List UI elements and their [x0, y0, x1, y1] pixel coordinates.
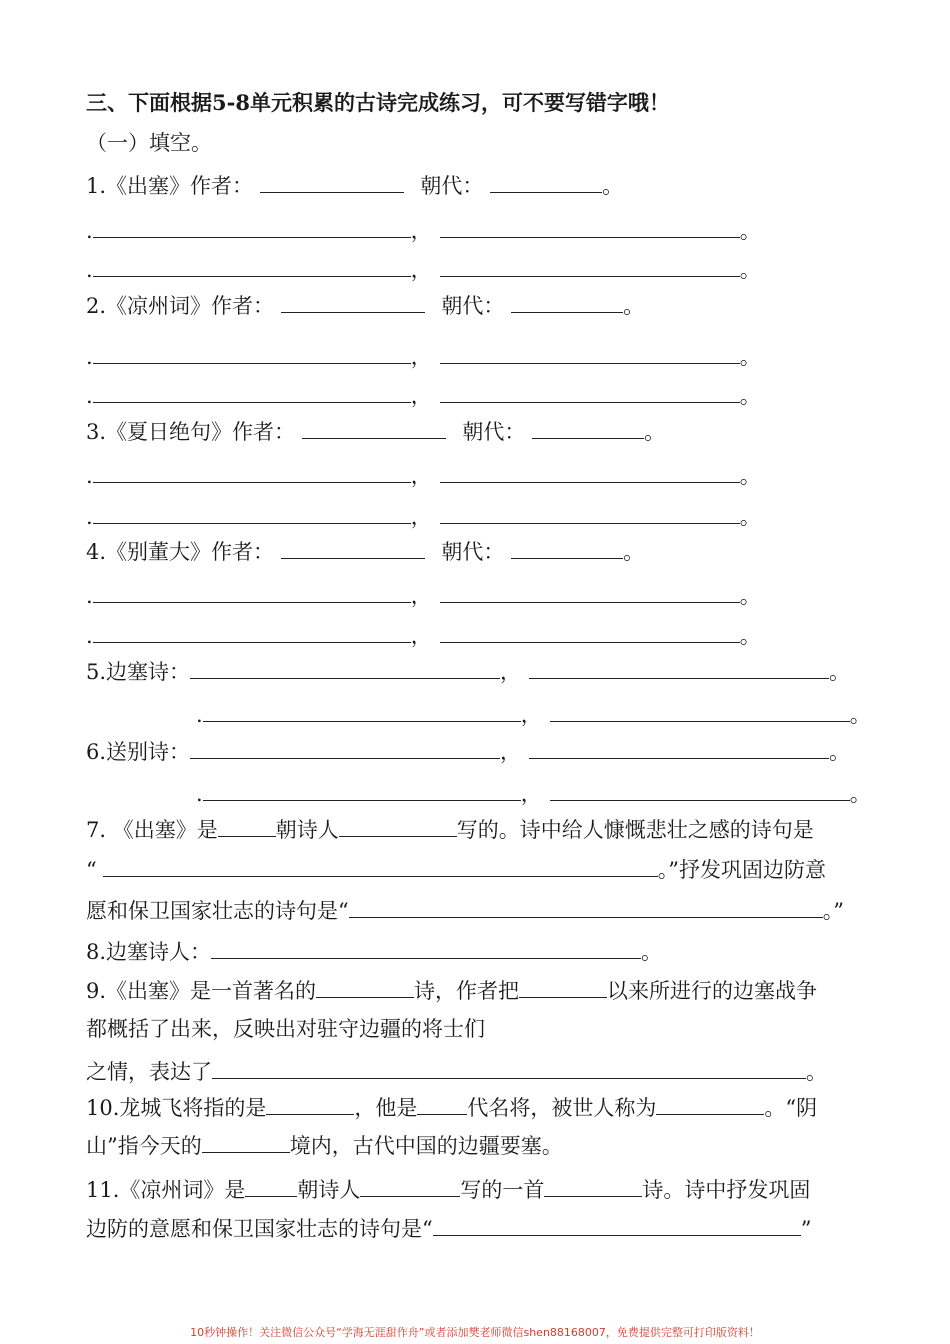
verse-blank[interactable] — [93, 341, 411, 364]
verse-blank[interactable] — [440, 580, 740, 603]
dynasty-blank[interactable] — [218, 814, 276, 837]
period: 。 — [739, 464, 761, 488]
poem-3-header — [86, 416, 665, 446]
q5-line-2 — [196, 699, 871, 729]
q9-line-1 — [86, 975, 817, 1005]
q10-text: 10.龙城飞将指的是 — [86, 1096, 267, 1120]
person-blank[interactable] — [266, 1092, 354, 1115]
q11-line-1 — [86, 1174, 810, 1204]
q8-text: 8.边塞诗人： — [86, 940, 212, 964]
poem-4-line-1 — [86, 580, 761, 610]
poem-title: 《凉州词》 — [106, 294, 212, 318]
author-label: 作者： — [232, 420, 296, 444]
q8-line — [86, 936, 662, 966]
verse-blank[interactable] — [93, 620, 411, 643]
poet-blank[interactable] — [360, 1174, 460, 1197]
poem-1-line-2 — [86, 254, 761, 284]
q7-text: 朝诗人 — [275, 818, 339, 842]
q5-label: 5.边塞诗： — [86, 660, 191, 684]
period: 。 — [829, 740, 851, 764]
q9-line-2 — [86, 1015, 485, 1043]
q8-text: 。 — [641, 940, 663, 964]
dot: . — [86, 464, 93, 488]
q9-text: 都概括了出来，反映出对驻守边疆的将士们 — [86, 1017, 485, 1041]
sub-title: （一）填空。 — [86, 131, 212, 155]
region-blank[interactable] — [202, 1130, 290, 1153]
q9-text: 之情，表达了 — [86, 1060, 212, 1084]
verse-blank[interactable] — [93, 580, 411, 603]
comma: ， — [410, 384, 432, 408]
genre-blank[interactable] — [316, 975, 414, 998]
q10-text: ，他是 — [354, 1096, 418, 1120]
period: 。 — [849, 782, 871, 806]
verse-blank[interactable] — [550, 778, 850, 801]
verse-blank[interactable] — [433, 1213, 801, 1236]
period: 。 — [739, 505, 761, 529]
verse-blank[interactable] — [93, 215, 411, 238]
verse-blank[interactable] — [550, 699, 850, 722]
verse-blank[interactable] — [440, 460, 740, 483]
comma: ， — [410, 505, 432, 529]
comma: ， — [500, 660, 522, 684]
dynasty-blank[interactable] — [417, 1092, 467, 1115]
dot: . — [86, 505, 93, 529]
q11-text: 11.《凉州词》是 — [86, 1178, 246, 1202]
period: 。 — [829, 660, 851, 684]
period: 。 — [739, 219, 761, 243]
author-label: 作者： — [190, 174, 254, 198]
q11-line-2 — [86, 1213, 811, 1243]
dynasty-blank[interactable] — [511, 536, 623, 559]
q10-text: 代名将，被世人称为 — [467, 1096, 657, 1120]
comma: ， — [410, 219, 432, 243]
poem-title: 《别董大》 — [106, 540, 212, 564]
poem-4-header — [86, 536, 644, 566]
verse-blank[interactable] — [529, 736, 829, 759]
q6-label: 6.送别诗： — [86, 740, 191, 764]
dynasty-label: 朝代： — [462, 420, 526, 444]
dynasty-label: 朝代： — [420, 174, 484, 198]
q9-text: 以来所进行的边塞战争 — [607, 979, 818, 1003]
q5-line-1 — [86, 656, 850, 686]
section-title: 三、下面根据5-8单元积累的古诗完成练习，可不要写错字哦！ — [86, 90, 670, 115]
q10-line-2 — [86, 1130, 563, 1160]
verse-blank[interactable] — [190, 656, 500, 679]
poem-2-header — [86, 290, 644, 320]
quote: “ — [86, 858, 97, 882]
verse-blank[interactable] — [203, 778, 521, 801]
title-blank[interactable] — [656, 1092, 764, 1115]
q11-text: 诗。诗中抒发巩固 — [642, 1178, 811, 1202]
poem-2-line-1 — [86, 341, 761, 371]
q7-text: 。”抒发巩固边防意 — [657, 858, 826, 882]
period: 。 — [739, 624, 761, 648]
author-blank[interactable] — [302, 416, 446, 439]
comma: ， — [520, 782, 542, 806]
q9-line-3 — [86, 1056, 827, 1086]
verse-blank[interactable] — [440, 215, 740, 238]
q11-text: ” — [800, 1217, 812, 1241]
poem-4-line-2 — [86, 620, 761, 650]
comma: ， — [520, 703, 542, 727]
verse-blank[interactable] — [440, 254, 740, 277]
era-blank[interactable] — [519, 975, 607, 998]
comma: ， — [410, 345, 432, 369]
dot: . — [86, 219, 93, 243]
q10-line-1 — [86, 1092, 817, 1122]
verse-blank[interactable] — [440, 380, 740, 403]
q11-text: 写的一首 — [460, 1178, 545, 1202]
verse-blank[interactable] — [93, 254, 411, 277]
dot: . — [86, 384, 93, 408]
q9-text: 9.《出塞》是一首著名的 — [86, 979, 317, 1003]
poet-blank[interactable] — [339, 814, 457, 837]
q10-text: 。“阴 — [764, 1096, 818, 1120]
period: 。 — [849, 703, 871, 727]
period: 。 — [739, 345, 761, 369]
poem-title: 《夏日绝句》 — [106, 420, 233, 444]
q7-line-1 — [86, 814, 814, 844]
verse-blank[interactable] — [93, 460, 411, 483]
verse-blank[interactable] — [349, 895, 823, 918]
period: 。 — [623, 294, 645, 318]
q7-text: 愿和保卫国家壮志的诗句是“ — [86, 899, 349, 923]
verse-blank[interactable] — [203, 699, 521, 722]
period: 。 — [623, 540, 645, 564]
dot: . — [196, 703, 203, 727]
q11-text: 边防的意愿和保卫国家壮志的诗句是“ — [86, 1217, 433, 1241]
poets-blank[interactable] — [211, 936, 641, 959]
poem-num: 4. — [86, 540, 107, 564]
genre-blank[interactable] — [544, 1174, 642, 1197]
verse-blank[interactable] — [440, 341, 740, 364]
verse-blank[interactable] — [440, 501, 740, 524]
q7-line-3 — [86, 895, 844, 925]
q6-line-2 — [196, 778, 871, 808]
q10-text: 境内，古代中国的边疆要塞。 — [289, 1134, 563, 1158]
dot: . — [196, 782, 203, 806]
verse-blank[interactable] — [93, 380, 411, 403]
author-label: 作者： — [211, 540, 275, 564]
verse-blank[interactable] — [190, 736, 500, 759]
q7-line-2 — [86, 854, 826, 884]
dynasty-blank[interactable] — [532, 416, 644, 439]
period: 。 — [739, 584, 761, 608]
author-blank[interactable] — [281, 290, 425, 313]
comma: ， — [410, 624, 432, 648]
author-blank[interactable] — [281, 536, 425, 559]
period: 。 — [739, 258, 761, 282]
comma: ， — [410, 258, 432, 282]
verse-blank[interactable] — [93, 501, 411, 524]
answer-blank[interactable] — [212, 1056, 806, 1079]
comma: ， — [410, 464, 432, 488]
comma: ， — [500, 740, 522, 764]
poem-title: 《出塞》 — [106, 174, 191, 198]
q7-num: 7. — [86, 818, 107, 842]
dynasty-blank[interactable] — [490, 170, 602, 193]
q7-text: 《出塞》是 — [112, 818, 218, 842]
period: 。 — [644, 420, 666, 444]
dot: . — [86, 624, 93, 648]
footer-notice: 10秒钟操作！关注微信公众号“学海无涯甜作舟”或者添加樊老师微信shen88168007，免费提供完整可打印版资料！ — [190, 1326, 760, 1339]
dynasty-blank[interactable] — [511, 290, 623, 313]
dynasty-label: 朝代： — [441, 540, 505, 564]
dynasty-blank[interactable] — [245, 1174, 297, 1197]
poem-num: 3. — [86, 420, 107, 444]
poem-num: 1. — [86, 174, 107, 198]
q7-text: 写的。诗中给人慷慨悲壮之感的诗句是 — [456, 818, 814, 842]
dot: . — [86, 345, 93, 369]
comma: ， — [410, 584, 432, 608]
q9-text: 诗，作者把 — [414, 979, 520, 1003]
q6-line-1 — [86, 736, 850, 766]
dynasty-label: 朝代： — [441, 294, 505, 318]
dot: . — [86, 258, 93, 282]
poem-num: 2. — [86, 294, 107, 318]
verse-blank[interactable] — [440, 620, 740, 643]
verse-blank[interactable] — [529, 656, 829, 679]
poem-2-line-2 — [86, 380, 761, 410]
q11-text: 朝诗人 — [297, 1178, 361, 1202]
period: 。 — [739, 384, 761, 408]
dot: . — [86, 584, 93, 608]
q10-text: 山”指今天的 — [86, 1134, 202, 1158]
verse-blank[interactable] — [103, 854, 658, 877]
poem-3-line-1 — [86, 460, 761, 490]
period: 。 — [602, 174, 624, 198]
author-blank[interactable] — [260, 170, 404, 193]
author-label: 作者： — [211, 294, 275, 318]
poem-1-line-1 — [86, 215, 761, 245]
poem-3-line-2 — [86, 501, 761, 531]
q9-text: 。 — [806, 1060, 827, 1084]
poem-1-header — [86, 170, 623, 200]
q7-text: 。” — [822, 899, 844, 923]
